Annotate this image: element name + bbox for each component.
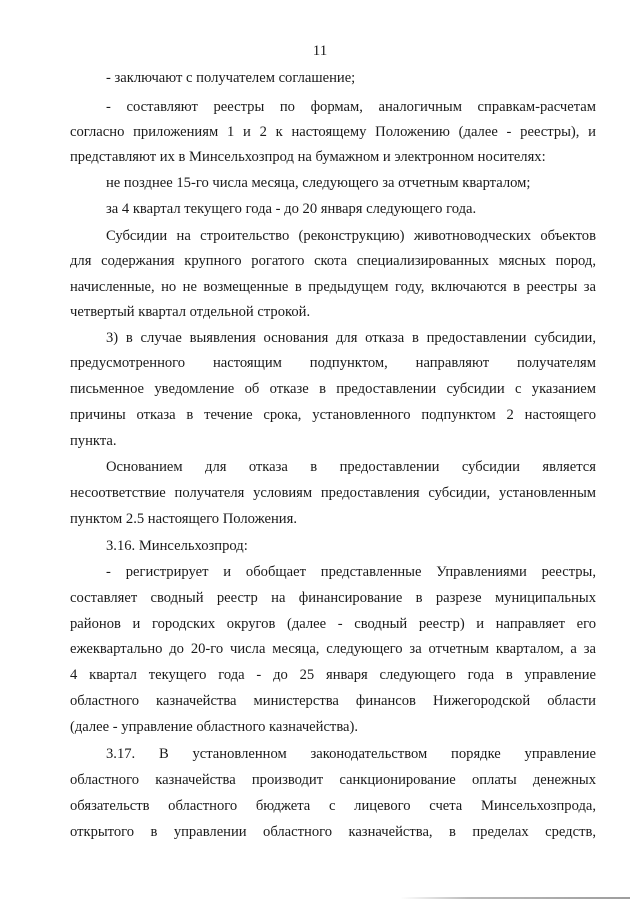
text-line: 4 квартал текущего года - до 25 января следующего года в управление (70, 667, 596, 683)
text-line: областного казначейства министерства финансов Нижегородской области (70, 693, 596, 709)
text-line: четвертый квартал отдельной строкой. (70, 304, 311, 320)
text-line: для содержания крупного рогатого скота специализированных мясных пород, (70, 253, 596, 269)
text-line: 3) в случае выявления основания для отказа в предоставлении субсидии, (106, 330, 596, 346)
text-line: обязательств областного бюджета с лицевого счета Минсельхозпрода, (70, 798, 596, 814)
text-line: за 4 квартал текущего года - до 20 января следующего года. (106, 201, 477, 217)
text-line: 3.16. Минсельхозпрод: (106, 538, 248, 554)
text-line: - заключают с получателем соглашение; (106, 70, 356, 86)
text-line: открытого в управлении областного казначейства, в пределах средств, (70, 824, 596, 840)
text-line: письменное уведомление об отказе в предоставлении субсидии с указанием (70, 381, 596, 397)
text-line: ежеквартально до 20-го числа месяца, следующего за отчетным кварталом, а за (70, 641, 596, 657)
text-line: (далее - управление областного казначейства). (70, 719, 358, 735)
text-line: - регистрирует и обобщает представленные Управлениями реестры, (106, 564, 596, 580)
text-line: представляют их в Минсельхозпрод на бумажном и электронном носителях: (70, 149, 546, 165)
text-line: начисленные, но не возмещенные в предыдущем году, включаются в реестры за (70, 279, 596, 295)
text-line: областного казначейства производит санкционирование оплаты денежных (70, 772, 596, 788)
text-line: согласно приложениям 1 и 2 к настоящему Положению (далее - реестры), и (70, 124, 596, 140)
text-line: Основанием для отказа в предоставлении субсидии является (106, 459, 596, 475)
text-line: пунктом 2.5 настоящего Положения. (70, 511, 297, 527)
text-line: предусмотренного настоящим подпунктом, направляют получателям (70, 355, 596, 371)
scan-edge-artifact (400, 897, 630, 899)
text-line: составляет сводный реестр на финансирование в разрезе муниципальных (70, 590, 596, 606)
text-line: несоответствие получателя условиям предоставления субсидии, установленным (70, 485, 596, 501)
text-line: районов и городских округов (далее - сводный реестр) и направляет его (70, 616, 596, 632)
text-line: причины отказа в течение срока, установленного подпунктом 2 настоящего (70, 407, 596, 423)
text-line: - составляют реестры по формам, аналогичным справкам-расчетам (106, 99, 596, 115)
text-line: Субсидии на строительство (реконструкцию) животноводческих объектов (106, 228, 596, 244)
page-number: 11 (312, 43, 328, 59)
text-line: 3.17. В установленном законодательством порядке управление (106, 746, 596, 762)
text-line: не позднее 15-го числа месяца, следующего за отчетным кварталом; (106, 175, 531, 191)
text-line: пункта. (70, 433, 117, 449)
